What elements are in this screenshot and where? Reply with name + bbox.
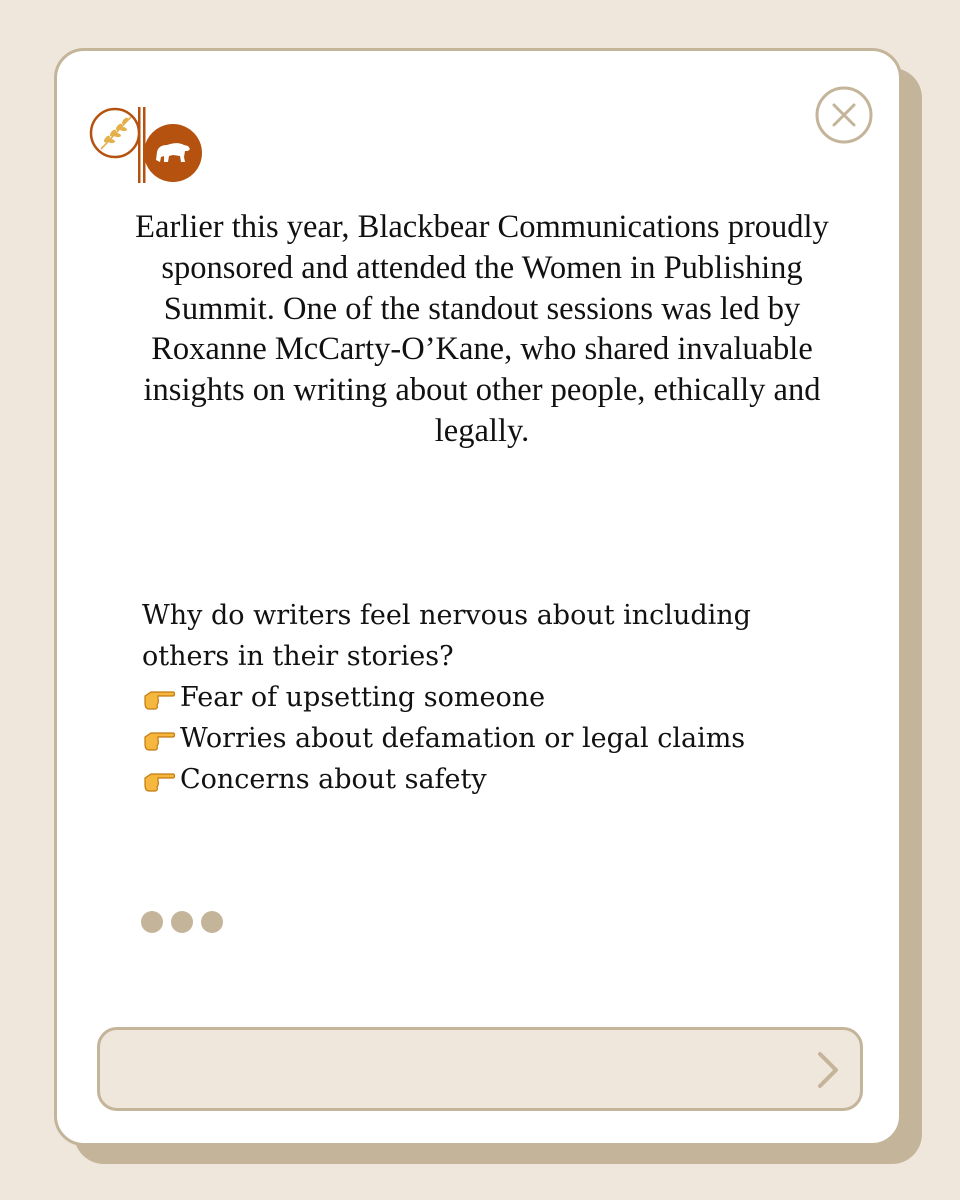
olive-branch-and-bear-logo-icon	[89, 105, 205, 185]
send-button[interactable]	[814, 1050, 844, 1090]
concerns-list	[142, 677, 842, 800]
intro-paragraph: Earlier this year, Blackbear Communications proudly sponsored and attended the Women in Publishing Summit. One of the standout sessions was led by Roxanne McCarty-O’Kane, who shared invaluable insights on writing about other people, ethically and legally.	[135, 209, 829, 449]
close-button[interactable]	[815, 86, 873, 144]
list-item	[142, 718, 842, 759]
typing-dot	[171, 911, 193, 933]
typing-dots-icon	[141, 911, 223, 933]
list-item	[142, 677, 842, 718]
message-card	[54, 48, 902, 1146]
pointing-hand-icon	[142, 765, 176, 795]
message-input[interactable]	[97, 1027, 863, 1111]
list-item-text: Concerns about safety	[180, 764, 487, 795]
list-item-text: Fear of upsetting someone	[180, 682, 546, 713]
list-item	[142, 759, 842, 800]
chevron-right-icon	[820, 1054, 836, 1086]
pointing-hand-icon	[142, 724, 176, 754]
list-item-text: Worries about defamation or legal claims	[180, 723, 746, 754]
question-text: Why do writers feel nervous about including others in their stories?	[142, 600, 751, 672]
typing-dot	[201, 911, 223, 933]
pointing-hand-icon	[142, 683, 176, 713]
typing-dot	[141, 911, 163, 933]
